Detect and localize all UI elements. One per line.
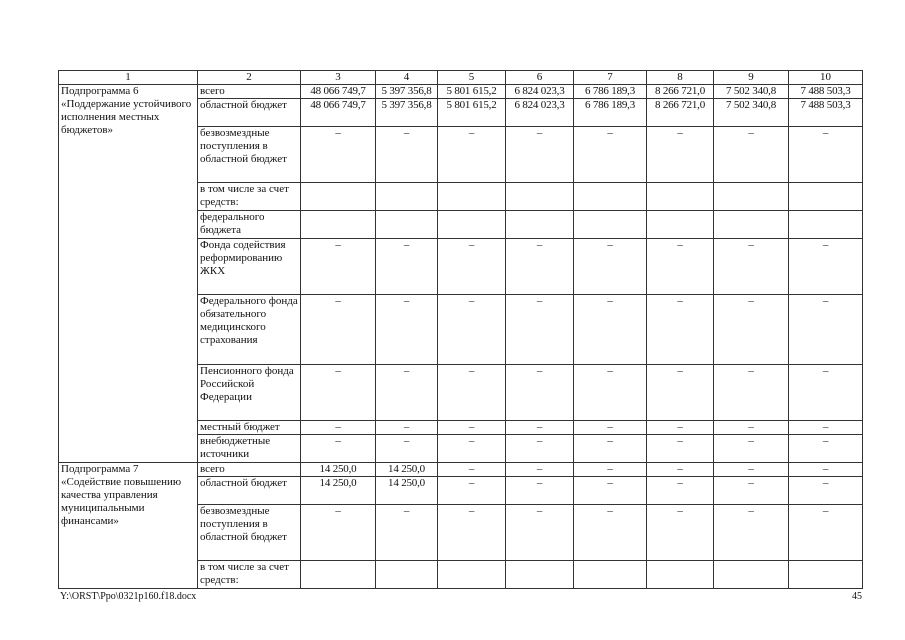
amount-cell: – [789, 295, 863, 365]
amount-cell: – [574, 435, 647, 463]
amount-cell: 6 786 189,3 [574, 85, 647, 99]
subprogram-title: Подпрограмма 6 «Поддержание устойчивого исполнения местных бюджетов» [59, 85, 198, 463]
amount-cell: – [574, 477, 647, 505]
amount-cell: – [301, 127, 376, 183]
amount-cell: 7 502 340,8 [714, 99, 789, 127]
amount-cell: 48 066 749,7 [301, 99, 376, 127]
amount-cell: – [506, 435, 574, 463]
amount-cell: – [506, 365, 574, 421]
budget-table [58, 70, 863, 589]
amount-cell: – [506, 463, 574, 477]
amount-cell: – [506, 421, 574, 435]
column-number-header-row [59, 71, 863, 85]
amount-cell: – [647, 477, 714, 505]
amount-cell: – [647, 505, 714, 561]
amount-cell: 6 786 189,3 [574, 99, 647, 127]
amount-cell [789, 561, 863, 589]
amount-cell [506, 211, 574, 239]
amount-cell: – [574, 505, 647, 561]
funding-source-label: местный бюджет [198, 421, 301, 435]
amount-cell: – [574, 421, 647, 435]
column-number-header: 3 [301, 71, 376, 85]
column-number-header: 1 [59, 71, 198, 85]
amount-cell: – [789, 421, 863, 435]
amount-cell [714, 183, 789, 211]
amount-cell: 5 801 615,2 [438, 85, 506, 99]
amount-cell: – [438, 295, 506, 365]
amount-cell: 48 066 749,7 [301, 85, 376, 99]
amount-cell: – [789, 463, 863, 477]
amount-cell [789, 183, 863, 211]
page-number: 45 [852, 591, 862, 602]
column-number-header: 7 [574, 71, 647, 85]
amount-cell: – [506, 127, 574, 183]
amount-cell: – [789, 505, 863, 561]
amount-cell: – [574, 127, 647, 183]
amount-cell: – [714, 365, 789, 421]
amount-cell: – [376, 127, 438, 183]
amount-cell [376, 211, 438, 239]
amount-cell: – [438, 505, 506, 561]
amount-cell: – [301, 239, 376, 295]
table-row [59, 463, 863, 477]
amount-cell [301, 183, 376, 211]
amount-cell: – [438, 435, 506, 463]
amount-cell: 8 266 721,0 [647, 85, 714, 99]
amount-cell [506, 561, 574, 589]
amount-cell: – [647, 463, 714, 477]
amount-cell: – [574, 365, 647, 421]
amount-cell: – [438, 463, 506, 477]
column-number-header: 2 [198, 71, 301, 85]
amount-cell: – [376, 421, 438, 435]
amount-cell: – [376, 239, 438, 295]
amount-cell [647, 211, 714, 239]
amount-cell: – [714, 239, 789, 295]
funding-source-label: безвозмездные поступления в областной бюджет [198, 505, 301, 561]
funding-source-label: внебюджетные источники [198, 435, 301, 463]
amount-cell: – [714, 435, 789, 463]
amount-cell: – [789, 477, 863, 505]
amount-cell: – [438, 239, 506, 295]
amount-cell: – [376, 365, 438, 421]
amount-cell: 14 250,0 [376, 477, 438, 505]
amount-cell: – [789, 435, 863, 463]
column-number-header: 5 [438, 71, 506, 85]
amount-cell: – [376, 505, 438, 561]
amount-cell: – [438, 127, 506, 183]
amount-cell: – [438, 477, 506, 505]
funding-source-label: Пенсионного фонда Российской Федерации [198, 365, 301, 421]
amount-cell: – [574, 463, 647, 477]
amount-cell: 6 824 023,3 [506, 99, 574, 127]
amount-cell: – [574, 295, 647, 365]
amount-cell: – [647, 295, 714, 365]
amount-cell: – [714, 295, 789, 365]
amount-cell: – [789, 365, 863, 421]
amount-cell: – [506, 295, 574, 365]
amount-cell: 14 250,0 [301, 477, 376, 505]
amount-cell [438, 211, 506, 239]
amount-cell: 5 801 615,2 [438, 99, 506, 127]
funding-source-label: в том числе за счет средств: [198, 561, 301, 589]
amount-cell: – [789, 239, 863, 295]
amount-cell: – [714, 463, 789, 477]
amount-cell [301, 561, 376, 589]
amount-cell [647, 183, 714, 211]
column-number-header: 9 [714, 71, 789, 85]
amount-cell: – [301, 295, 376, 365]
amount-cell: – [438, 365, 506, 421]
amount-cell [714, 561, 789, 589]
amount-cell: – [506, 505, 574, 561]
amount-cell: – [376, 435, 438, 463]
amount-cell: – [506, 239, 574, 295]
amount-cell: 7 488 503,3 [789, 85, 863, 99]
amount-cell [376, 561, 438, 589]
amount-cell: 5 397 356,8 [376, 99, 438, 127]
amount-cell [438, 561, 506, 589]
column-number-header: 8 [647, 71, 714, 85]
funding-source-label: всего [198, 463, 301, 477]
table-row [59, 85, 863, 99]
amount-cell [647, 561, 714, 589]
amount-cell: – [647, 239, 714, 295]
funding-source-label: безвозмездные поступления в областной бюджет [198, 127, 301, 183]
amount-cell: 5 397 356,8 [376, 85, 438, 99]
funding-source-label: Федерального фонда обязательного медицинского страхования [198, 295, 301, 365]
amount-cell: – [376, 295, 438, 365]
amount-cell: – [301, 505, 376, 561]
amount-cell: – [714, 127, 789, 183]
amount-cell [506, 183, 574, 211]
amount-cell: 8 266 721,0 [647, 99, 714, 127]
funding-source-label: федерального бюджета [198, 211, 301, 239]
amount-cell [376, 183, 438, 211]
funding-source-label: Фонда содействия реформированию ЖКХ [198, 239, 301, 295]
amount-cell: – [714, 421, 789, 435]
amount-cell: 7 502 340,8 [714, 85, 789, 99]
amount-cell: – [301, 421, 376, 435]
table-body [59, 71, 863, 589]
amount-cell [574, 211, 647, 239]
amount-cell: 14 250,0 [301, 463, 376, 477]
amount-cell: 7 488 503,3 [789, 99, 863, 127]
amount-cell [789, 211, 863, 239]
amount-cell: – [574, 239, 647, 295]
funding-source-label: областной бюджет [198, 477, 301, 505]
amount-cell [714, 211, 789, 239]
amount-cell: – [301, 435, 376, 463]
funding-source-label: областной бюджет [198, 99, 301, 127]
amount-cell: – [714, 505, 789, 561]
footer-file-path: Y:\ORST\Ppo\0321p160.f18.docx [60, 591, 197, 602]
amount-cell: – [506, 477, 574, 505]
subprogram-title: Подпрограмма 7 «Содействие повышению качества управления муниципальными финансами» [59, 463, 198, 589]
amount-cell: – [647, 365, 714, 421]
amount-cell [574, 561, 647, 589]
column-number-header: 6 [506, 71, 574, 85]
funding-source-label: всего [198, 85, 301, 99]
amount-cell [574, 183, 647, 211]
amount-cell: – [714, 477, 789, 505]
column-number-header: 4 [376, 71, 438, 85]
amount-cell: – [438, 421, 506, 435]
amount-cell: 14 250,0 [376, 463, 438, 477]
funding-source-label: в том числе за счет средств: [198, 183, 301, 211]
amount-cell: – [301, 365, 376, 421]
amount-cell: 6 824 023,3 [506, 85, 574, 99]
amount-cell [301, 211, 376, 239]
amount-cell: – [789, 127, 863, 183]
amount-cell: – [647, 421, 714, 435]
column-number-header: 10 [789, 71, 863, 85]
amount-cell [438, 183, 506, 211]
amount-cell: – [647, 435, 714, 463]
amount-cell: – [647, 127, 714, 183]
